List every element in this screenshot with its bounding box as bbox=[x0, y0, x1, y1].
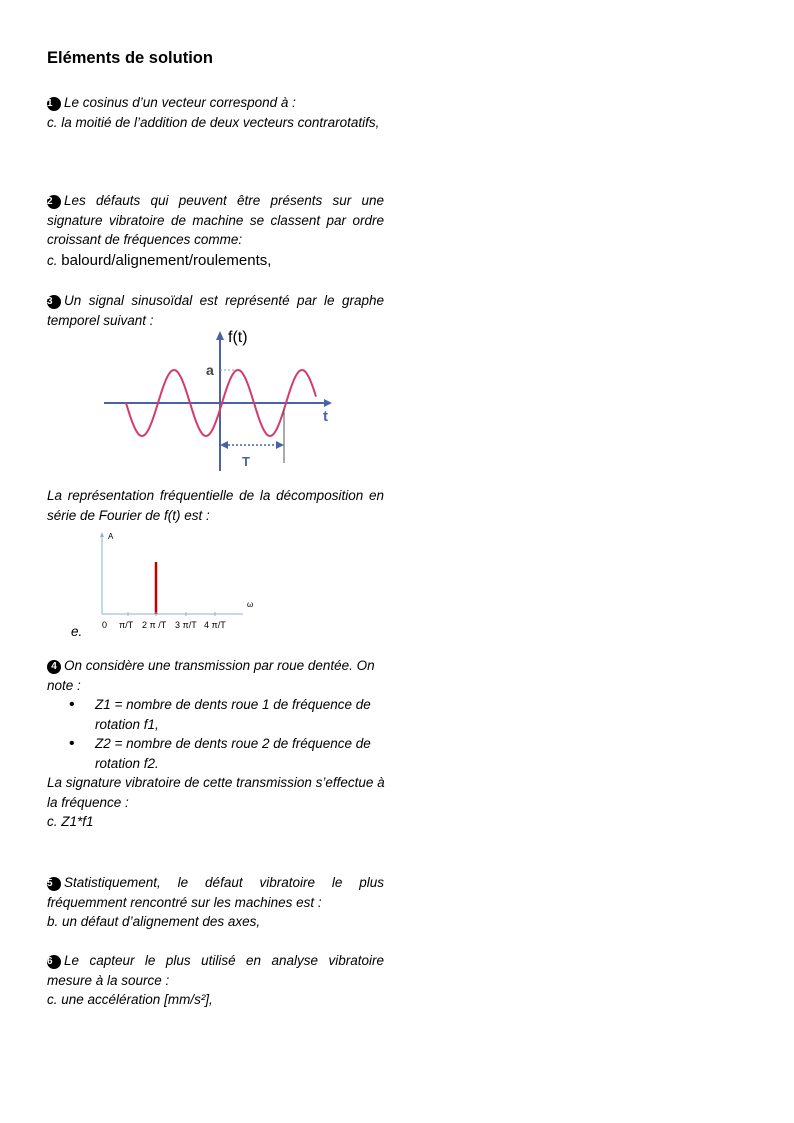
number-badge-6: 6 bbox=[47, 955, 61, 969]
answer-3: e. bbox=[71, 624, 83, 639]
spectrum-graph bbox=[95, 528, 275, 634]
answer-1: c. la moitié de l’addition de deux vecteurs contrarotatifs, bbox=[47, 114, 380, 130]
answer-4: c. Z1*f1 bbox=[47, 814, 94, 829]
question-1-text: Le cosinus d’un vecteur correspond à : bbox=[64, 95, 296, 110]
answer-6: c. une accélération [mm/s²], bbox=[47, 992, 213, 1007]
answer-2-prefix: c. bbox=[47, 252, 58, 268]
question-4 bbox=[47, 656, 387, 832]
period-label: T bbox=[242, 454, 250, 469]
omega-label: ω bbox=[247, 600, 254, 609]
tick-label-1: π/T bbox=[119, 620, 134, 630]
tick-label-0: 0 bbox=[102, 620, 108, 630]
question-2 bbox=[47, 191, 384, 270]
f-axis-arrow bbox=[216, 331, 224, 340]
question-5-text: Statistiquement, le défaut vibratoire le plus fréquemment rencontré sur les machines est : bbox=[47, 875, 384, 910]
spectrum-intro bbox=[47, 486, 384, 525]
question-4-text: On considère une transmission par roue dentée. On note : bbox=[47, 658, 375, 693]
time-axis-label: t bbox=[323, 408, 328, 425]
number-badge-1: 1 bbox=[47, 97, 61, 111]
period-arrow-right bbox=[276, 441, 284, 449]
question-1 bbox=[47, 93, 384, 132]
bullet-item-1: • Z1 = nombre de dents roue 1 de fréquence de rotation f1, bbox=[95, 695, 387, 734]
bullet-list bbox=[47, 695, 387, 773]
question-3-text: Un signal sinusoïdal est représenté par le graphe temporel suivant : bbox=[47, 293, 384, 328]
bullet-item-2: • Z2 = nombre de dents roue 2 de fréquence de rotation f2. bbox=[95, 734, 387, 773]
f-axis-label: f(t) bbox=[228, 329, 248, 346]
page-title: Eléments de solution bbox=[47, 49, 213, 67]
spectrum-intro-text: La représentation fréquentielle de la décomposition en série de Fourier de f(t) est : bbox=[47, 488, 384, 523]
number-badge-2: 2 bbox=[47, 195, 61, 209]
amplitude-label: a bbox=[206, 362, 214, 378]
answer-5: b. un défaut d’alignement des axes, bbox=[47, 914, 261, 929]
number-badge-4: 4 bbox=[47, 660, 61, 674]
question-6-text: Le capteur le plus utilisé en analyse vibratoire mesure à la source : bbox=[47, 953, 384, 988]
amplitude-axis-label: A bbox=[108, 532, 114, 541]
number-badge-3: 3 bbox=[47, 295, 61, 309]
period-arrow-left bbox=[220, 441, 228, 449]
question-2-text: Les défauts qui peuvent être présents sur une signature vibratoire de machine se classent par ordre croissant de fréquences comme: bbox=[47, 193, 384, 247]
question-5 bbox=[47, 873, 384, 932]
tick-label-4: 4 π/T bbox=[204, 620, 226, 630]
tick-label-2: 2 π /T bbox=[142, 620, 167, 630]
answer-2: balourd/alignement/roulements, bbox=[61, 251, 272, 269]
amplitude-axis-arrow bbox=[100, 532, 104, 537]
number-badge-5: 5 bbox=[47, 877, 61, 891]
question-6 bbox=[47, 951, 384, 1010]
time-signal-graph bbox=[100, 325, 340, 475]
question-4-text-2: La signature vibratoire de cette transmission s’effectue à la fréquence : bbox=[47, 775, 385, 810]
time-axis-arrow bbox=[324, 399, 332, 407]
tick-label-3: 3 π/T bbox=[175, 620, 197, 630]
